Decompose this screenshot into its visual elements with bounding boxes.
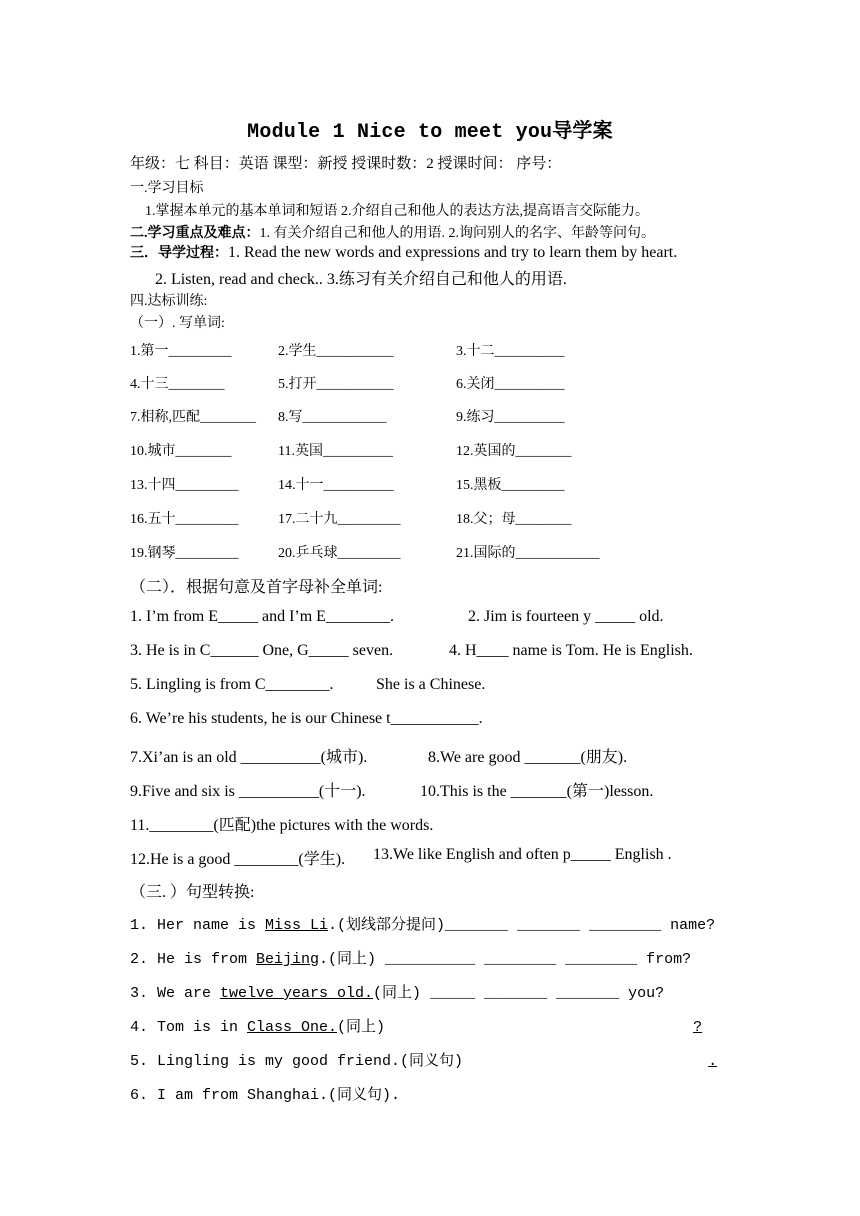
part3-heading: （三. ）句型转换: bbox=[130, 884, 255, 901]
transform-item-5 bbox=[130, 1049, 717, 1070]
word-item: 7.相称,匹配________ bbox=[130, 410, 256, 425]
word-item: 10.城市________ bbox=[130, 444, 232, 459]
word-item: 9.练习__________ bbox=[456, 410, 565, 425]
underlined-phrase: Class One. bbox=[247, 1019, 338, 1036]
word-item: 11.英国__________ bbox=[278, 444, 393, 459]
page-title: Module 1 Nice to meet you导学案 bbox=[247, 121, 613, 144]
word-item: 21.国际的____________ bbox=[456, 546, 600, 561]
transform-text: 6. I am from Shanghai.(同义句). bbox=[130, 1087, 401, 1104]
transform-text: 1. Her name is bbox=[130, 917, 266, 934]
transform-item-1 bbox=[130, 913, 715, 934]
fill-item-10: 10.This is the _______(第一)lesson. bbox=[420, 783, 654, 800]
section1-heading: 一.学习目标 bbox=[130, 181, 204, 196]
word-item: 2.学生___________ bbox=[278, 344, 394, 359]
fill-item-7: 7.Xi’an is an old __________(城市). bbox=[130, 749, 368, 766]
word-item: 20.乒乓球_________ bbox=[278, 546, 401, 561]
part1-heading: （一）. 写单词: bbox=[130, 316, 225, 331]
underlined-phrase: twelve years old. bbox=[220, 985, 374, 1002]
fill-item-5: 5. Lingling is from C________. bbox=[130, 676, 334, 693]
word-item: 18.父；母________ bbox=[456, 512, 572, 527]
transform-item-3 bbox=[130, 981, 664, 1002]
section2-content: 1. 有关介绍自己和他人的用语. 2.询问别人的名字、年龄等问句。 bbox=[259, 226, 655, 241]
answer-blank bbox=[385, 1019, 693, 1036]
word-item: 13.十四_________ bbox=[130, 478, 239, 493]
underlined-phrase: Beijing bbox=[256, 951, 320, 968]
fill-item-4: 4. H____ name is Tom. He is English. bbox=[449, 642, 693, 659]
word-item: 8.写____________ bbox=[278, 410, 387, 425]
answer-blank bbox=[400, 1087, 730, 1104]
fill-item-5-tail: She is a Chinese. bbox=[376, 676, 486, 693]
section2 bbox=[130, 222, 655, 242]
section3-line1: 1. Read the new words and expressions and try to learn them by heart. bbox=[228, 244, 678, 261]
fill-item-1: 1. I’m from E_____ and I’m E________. bbox=[130, 608, 394, 625]
transform-text: (同上) _____ _______ _______ you? bbox=[373, 985, 665, 1002]
transform-text: . bbox=[708, 1053, 718, 1070]
word-item: 15.黑板_________ bbox=[456, 478, 565, 493]
section3-heading: 三．导学过程： bbox=[130, 246, 228, 261]
section2-heading: 二.学习重点及难点： bbox=[130, 226, 260, 241]
fill-item-13: 13.We like English and often p_____ English . bbox=[373, 846, 672, 863]
transform-text: 2. He is from bbox=[130, 951, 257, 968]
word-item: 16.五十_________ bbox=[130, 512, 239, 527]
part2-heading: （二）．根据句意及首字母补全单词: bbox=[130, 579, 383, 596]
fill-item-6: 6. We’re his students, he is our Chinese t___________. bbox=[130, 710, 483, 727]
word-item: 17.二十九_________ bbox=[278, 512, 401, 527]
word-item: 19.钢琴_________ bbox=[130, 546, 239, 561]
transform-item-2 bbox=[130, 947, 691, 968]
word-item: 14.十一__________ bbox=[278, 478, 394, 493]
fill-item-3: 3. He is in C______ One, G_____ seven. bbox=[130, 642, 394, 659]
section1-content: 1.掌握本单元的基本单词和短语 2.介绍自己和他人的表达方法,提高语言交际能力。 bbox=[145, 204, 649, 219]
transform-text: 5. Lingling is my good friend.(同义句) bbox=[130, 1053, 464, 1070]
section4-heading: 四.达标训练: bbox=[130, 294, 208, 309]
fill-item-8: 8.We are good _______(朋友). bbox=[428, 749, 628, 766]
fill-item-9: 9.Five and six is __________(十一). bbox=[130, 783, 366, 800]
transform-item-4 bbox=[130, 1015, 702, 1036]
header-info: 年级：七 科目：英语 课型：新授 授课时数：2 授课时间： 序号： bbox=[130, 156, 562, 172]
fill-item-12: 12.He is a good ________(学生). bbox=[130, 851, 346, 868]
transform-text: 3. We are bbox=[130, 985, 221, 1002]
transform-text: ? bbox=[693, 1019, 703, 1036]
word-item: 5.打开___________ bbox=[278, 377, 394, 392]
transform-item-6 bbox=[130, 1083, 730, 1104]
word-item: 3.十二__________ bbox=[456, 344, 565, 359]
word-item: 4.十三________ bbox=[130, 377, 225, 392]
transform-text: .(划线部分提问)_______ _______ ________ name? bbox=[328, 917, 716, 934]
fill-item-2: 2. Jim is fourteen y _____ old. bbox=[468, 608, 664, 625]
transform-text: (同上) bbox=[337, 1019, 386, 1036]
section3-line2: 2. Listen, read and check.. 3.练习有关介绍自己和他人的用语. bbox=[155, 271, 567, 288]
word-item: 6.关闭__________ bbox=[456, 377, 565, 392]
section3 bbox=[130, 242, 677, 262]
word-item: 1.第一_________ bbox=[130, 344, 232, 359]
answer-blank bbox=[463, 1053, 708, 1070]
transform-text: 4. Tom is in bbox=[130, 1019, 248, 1036]
fill-item-11: 11.________(匹配)the pictures with the words. bbox=[130, 817, 434, 834]
underlined-phrase: Miss Li bbox=[265, 917, 329, 934]
transform-text: .(同上) __________ ________ ________ from? bbox=[319, 951, 692, 968]
word-item: 12.英国的________ bbox=[456, 444, 572, 459]
